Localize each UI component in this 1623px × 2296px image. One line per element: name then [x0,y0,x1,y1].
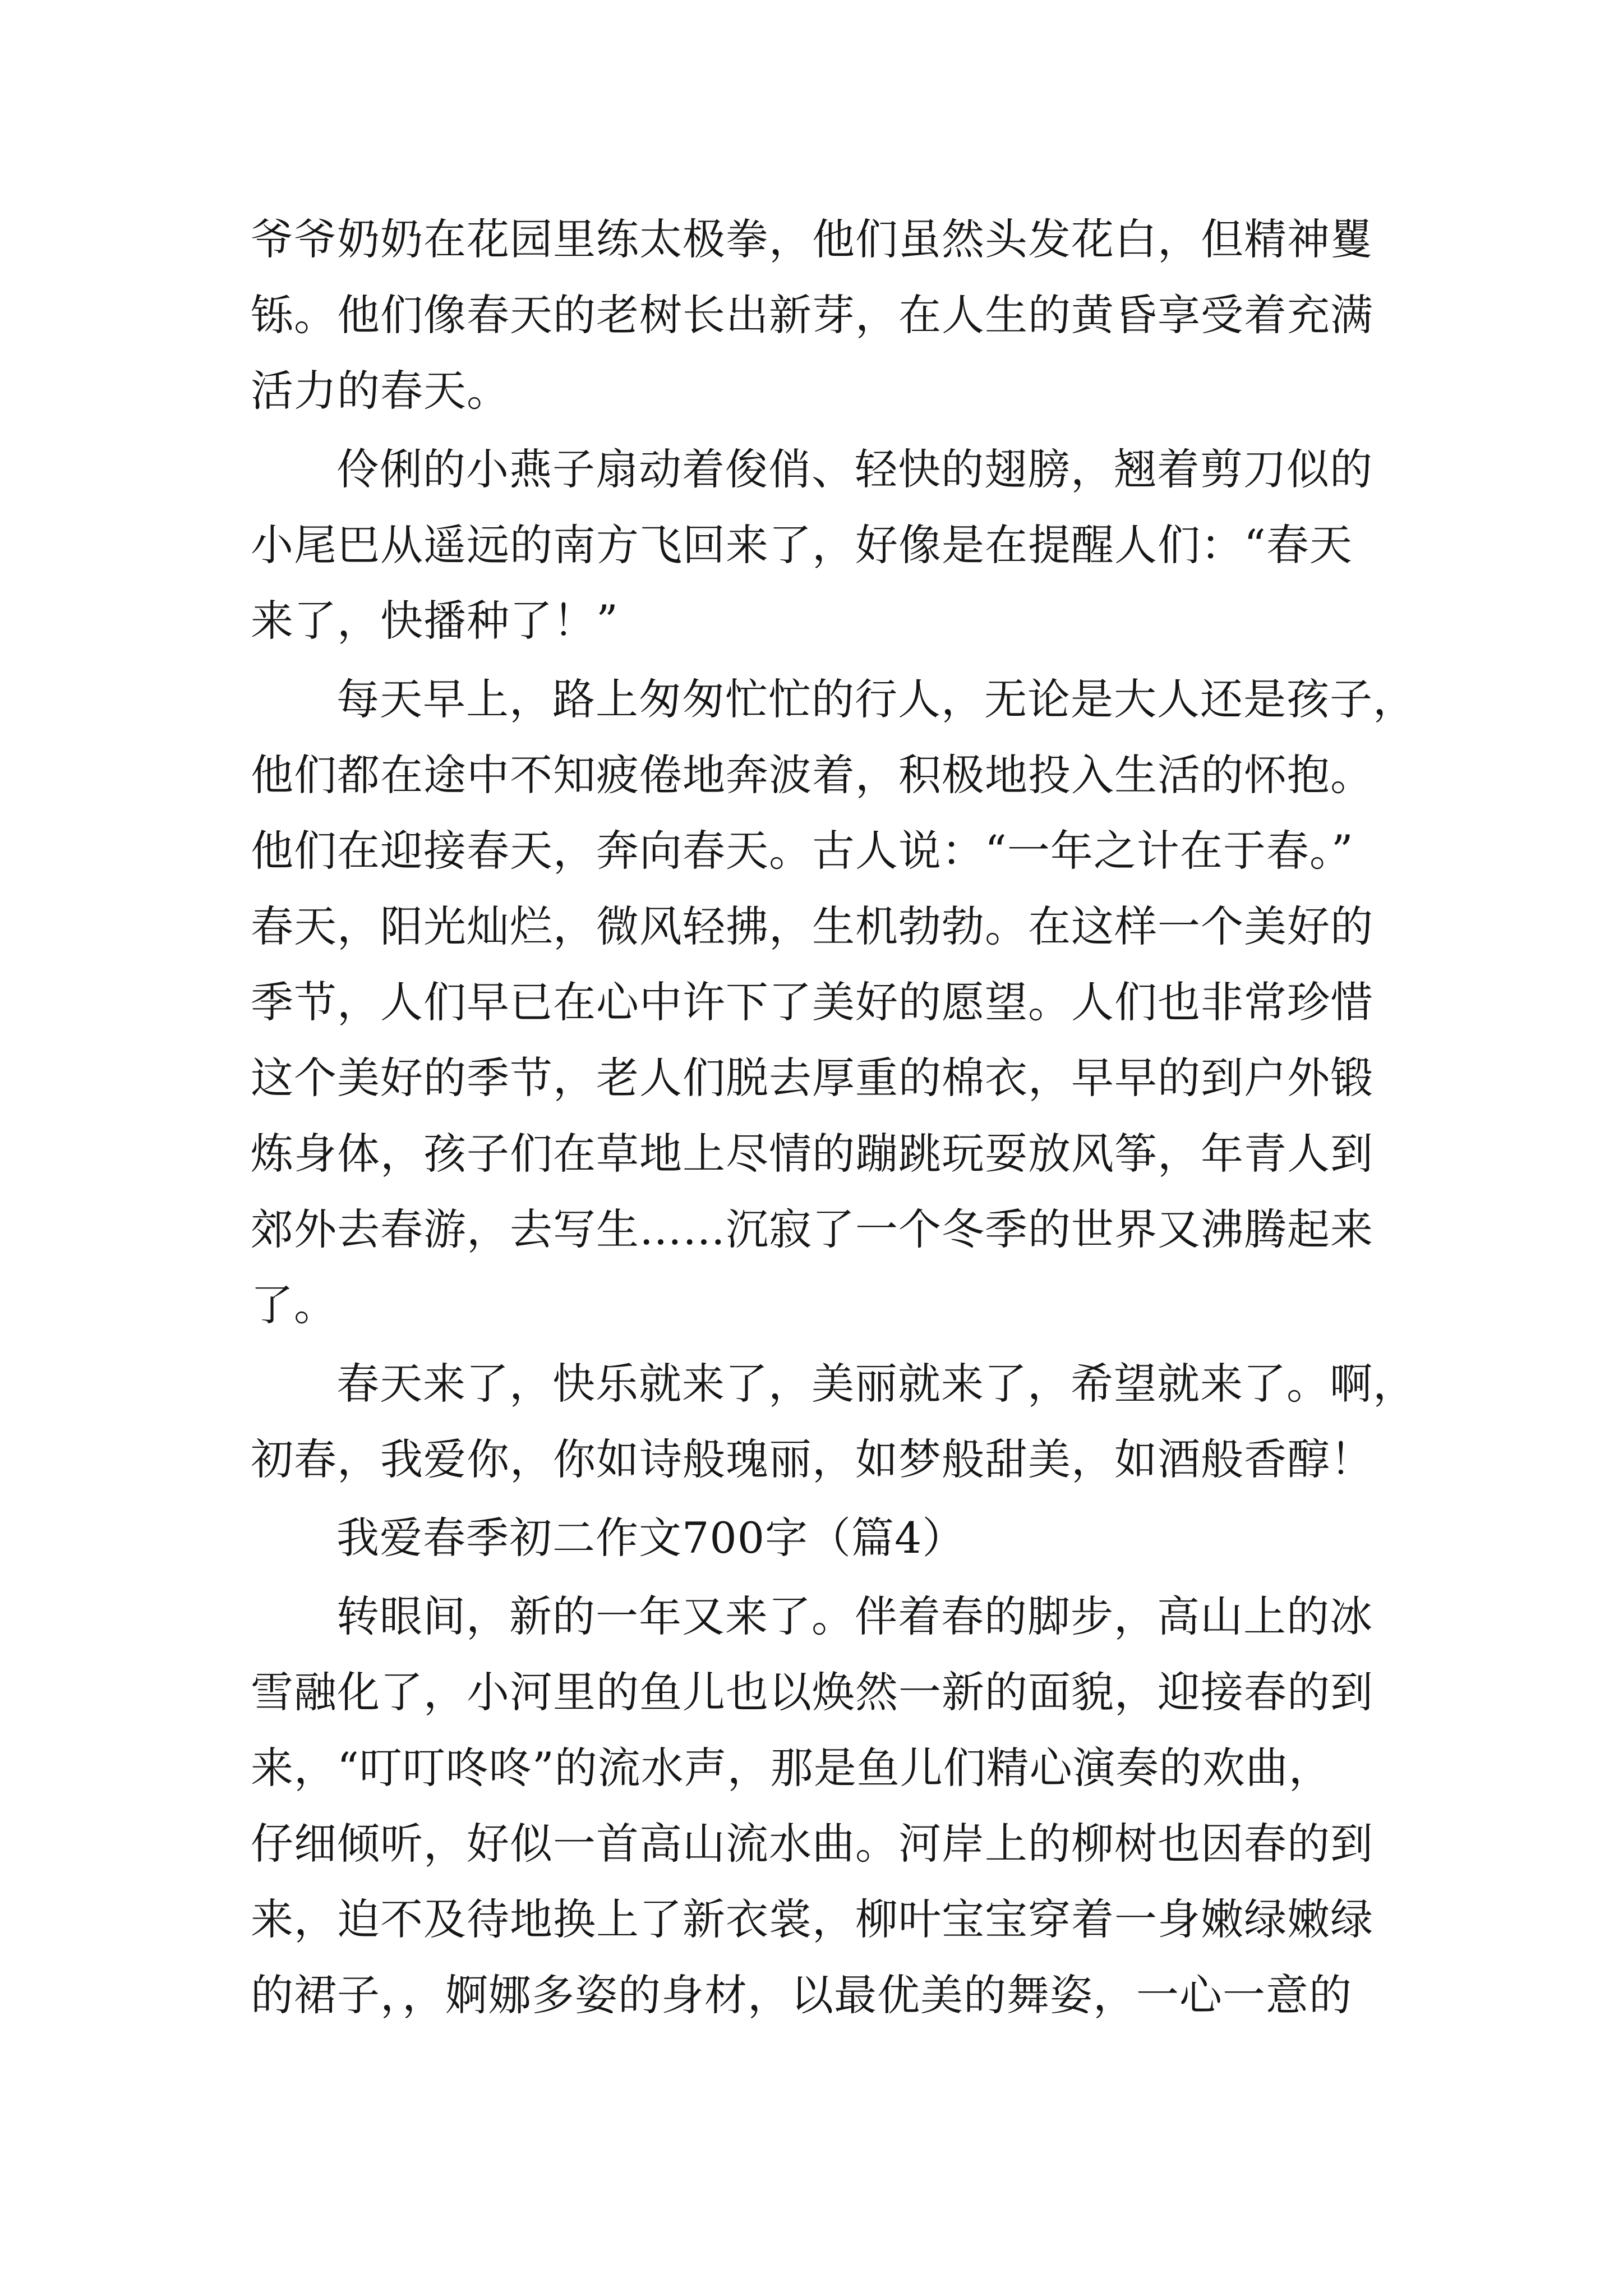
text-line: 铄。他们像春天的老树长出新芽，在人生的黄昏享受着充满 [251,290,1373,340]
text-line: 他们在迎接春天，奔向春天。古人说：“一年之计在于春。” [251,826,1354,876]
text-line: 来，迫不及待地换上了新衣裳，柳叶宝宝穿着一身嫩绿嫩绿 [251,1894,1373,1944]
text-line: 小尾巴从遥远的南方飞回来了，好像是在提醒人们：“春天 [251,520,1353,570]
text-line: 了。 [251,1280,337,1330]
text-line: 春天来了，快乐就来了，美丽就来了，希望就来了。啊， [336,1359,1416,1409]
text-line: 春天，阳光灿烂，微风轻拂，生机勃勃。在这样一个美好的 [251,901,1373,951]
text-line: 仔细倾听，好似一首高山流水曲。河岸上的柳树也因春的到 [251,1819,1373,1869]
text-line: 他们都在途中不知疲倦地奔波着，积极地投入生活的怀抱。 [251,750,1373,800]
text-line: 来了，快播种了！” [251,596,619,646]
text-line: 的裙子，，婀娜多姿的身材，以最优美的舞姿，一心一意的 [251,1970,1352,2020]
text-line: 初春，我爱你，你如诗般瑰丽，如梦般甜美，如酒般香醇！ [251,1434,1373,1484]
text-line: 雪融化了，小河里的鱼儿也以焕然一新的面貌，迎接春的到 [251,1667,1373,1717]
text-line: 活力的春天。 [251,366,510,416]
text-line: 炼身体，孩子们在草地上尽情的蹦跳玩耍放风筝，年青人到 [251,1129,1373,1179]
text-line: 伶俐的小燕子扇动着俊俏、轻快的翅膀，翘着剪刀似的 [336,444,1373,494]
text-line: 爷爷奶奶在花园里练太极拳，他们虽然头发花白，但精神矍 [251,214,1373,264]
text-line: 来，“叮叮咚咚”的流水声，那是鱼儿们精心演奏的欢曲， [251,1743,1332,1793]
text-line: 转眼间，新的一年又来了。伴着春的脚步，高山上的冰 [336,1591,1373,1641]
text-line: 每天早上，路上匆匆忙忙的行人，无论是大人还是孩子， [336,674,1416,724]
text-line: 这个美好的季节，老人们脱去厚重的棉衣，早早的到户外锻 [251,1053,1373,1103]
text-line: 季节，人们早已在心中许下了美好的愿望。人们也非常珍惜 [251,977,1373,1027]
text-line: 郊外去春游，去写生……沉寂了一个冬季的世界又沸腾起来 [251,1204,1373,1254]
section-heading: 我爱春季初二作文700字（篇4） [336,1513,966,1563]
